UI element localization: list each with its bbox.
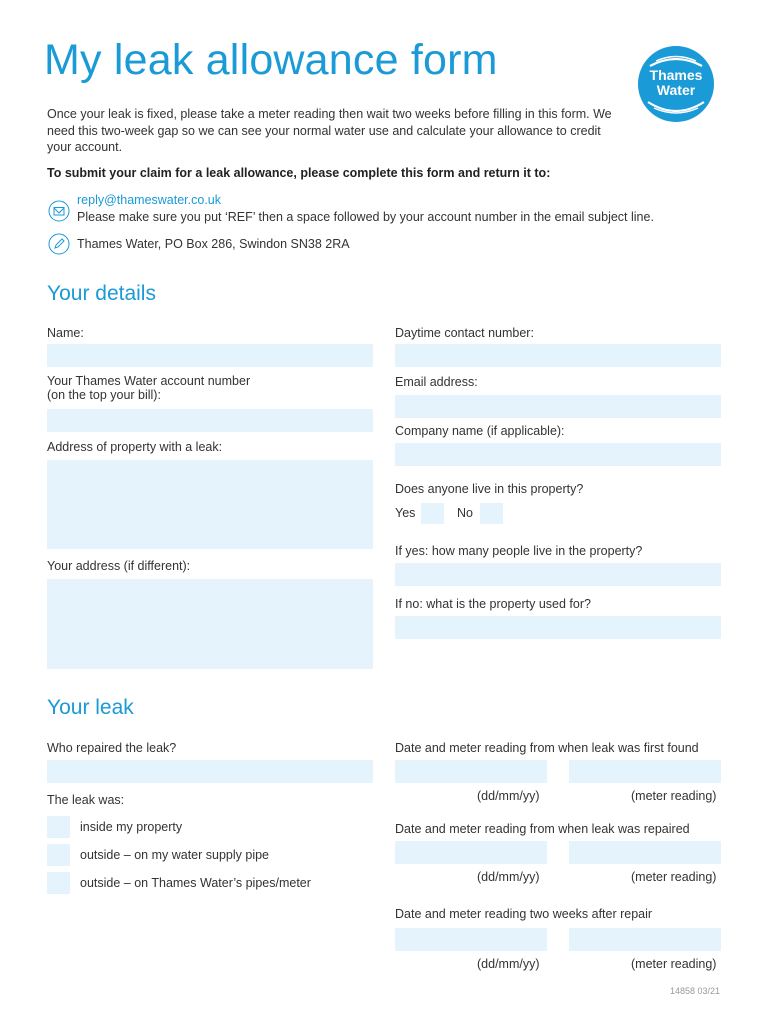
two-weeks-date-field[interactable] <box>395 928 547 951</box>
page-title: My leak allowance form <box>44 36 498 84</box>
repaired-date-hint: (dd/mm/yy) <box>477 870 540 884</box>
name-field[interactable] <box>47 344 373 367</box>
supply-pipe-checkbox[interactable] <box>47 844 70 866</box>
email-field[interactable] <box>395 395 721 418</box>
two-weeks-date-hint: (dd/mm/yy) <box>477 957 540 971</box>
daytime-number-field[interactable] <box>395 344 721 367</box>
used-for-label: If no: what is the property used for? <box>395 597 591 611</box>
first-found-meter-hint: (meter reading) <box>631 789 717 803</box>
two-weeks-label: Date and meter reading two weeks after repair <box>395 907 653 921</box>
option-thames-pipes-label: outside – on Thames Water’s pipes/meter <box>80 876 311 890</box>
postal-address: Thames Water, PO Box 286, Swindon SN38 2RA <box>77 237 350 251</box>
repaired-date-field[interactable] <box>395 841 547 864</box>
name-label: Name: <box>47 326 84 340</box>
who-repaired-label: Who repaired the leak? <box>47 741 177 755</box>
first-found-date-field[interactable] <box>395 760 547 783</box>
leak-was-label: The leak was: <box>47 793 125 807</box>
first-found-date-hint: (dd/mm/yy) <box>477 789 540 803</box>
email-note: Please make sure you put ‘REF’ then a space followed by your account number in the email subject line. <box>77 210 654 224</box>
how-many-label: If yes: how many people live in the property? <box>395 544 643 558</box>
logo-text-2: Water <box>656 82 696 98</box>
two-weeks-meter-hint: (meter reading) <box>631 957 717 971</box>
company-field[interactable] <box>395 443 721 466</box>
daytime-label: Daytime contact number: <box>395 326 534 340</box>
option-inside-label: inside my property <box>80 820 183 834</box>
inside-property-checkbox[interactable] <box>47 816 70 838</box>
company-label: Company name (if applicable): <box>395 424 565 438</box>
no-label: No <box>457 506 473 520</box>
pen-icon <box>48 233 70 255</box>
your-address-field[interactable] <box>47 579 373 669</box>
your-address-label: Your address (if different): <box>47 559 191 573</box>
thames-pipes-checkbox[interactable] <box>47 872 70 894</box>
who-repaired-field[interactable] <box>47 760 373 783</box>
email-icon <box>48 200 70 222</box>
submit-instruction: To submit your claim for a leak allowance, please complete this form and return it to: <box>47 166 551 180</box>
used-for-field[interactable] <box>395 616 721 639</box>
your-details-heading: Your details <box>47 282 156 305</box>
first-found-label: Date and meter reading from when leak was first found <box>395 741 699 755</box>
no-checkbox[interactable] <box>480 503 503 524</box>
first-found-meter-field[interactable] <box>569 760 721 783</box>
account-number-field[interactable] <box>47 409 373 432</box>
email-label: Email address: <box>395 375 478 389</box>
account-label-2: (on the top your bill): <box>47 388 161 402</box>
yes-checkbox[interactable] <box>421 503 444 524</box>
option-supply-pipe-label: outside – on my water supply pipe <box>80 848 269 862</box>
email-link[interactable]: reply@thameswater.co.uk <box>77 193 222 207</box>
leak-address-field[interactable] <box>47 460 373 549</box>
repaired-label: Date and meter reading from when leak was repaired <box>395 822 690 836</box>
repaired-meter-hint: (meter reading) <box>631 870 717 884</box>
logo-text-1: Thames <box>649 67 703 83</box>
account-label-1: Your Thames Water account number <box>47 374 251 388</box>
form-code: 14858 03/21 <box>669 986 720 996</box>
thames-water-logo <box>636 44 716 124</box>
how-many-field[interactable] <box>395 563 721 586</box>
intro-paragraph: Once your leak is fixed, please take a meter reading then wait two weeks before filling in this form. We need this two-week gap so we can see your normal water use and calculate your allowance to credit your account. <box>47 107 612 154</box>
two-weeks-meter-field[interactable] <box>569 928 721 951</box>
repaired-meter-field[interactable] <box>569 841 721 864</box>
anyone-live-label: Does anyone live in this property? <box>395 482 584 496</box>
leak-address-label: Address of property with a leak: <box>47 440 223 454</box>
your-leak-heading: Your leak <box>47 696 134 719</box>
yes-label: Yes <box>395 506 416 520</box>
